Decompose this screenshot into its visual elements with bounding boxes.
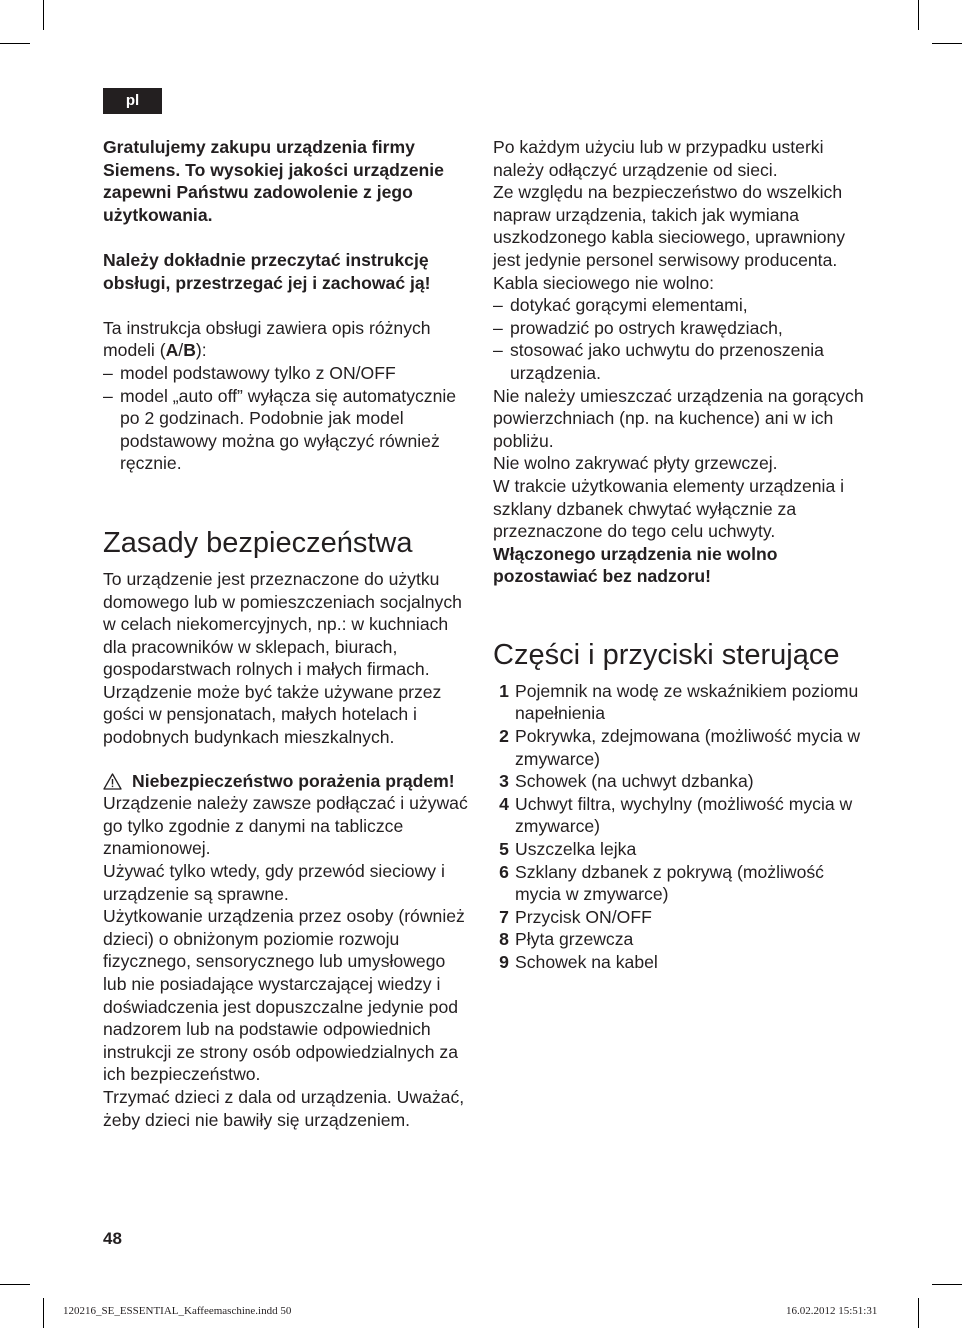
paragraph: Nie wolno zakrywać płyty grzewczej.: [493, 453, 778, 474]
parts-list-item: 2 Pokrywka, zdejmowana (możliwość mycia w zmywarce): [499, 726, 861, 769]
list-item: – stosować jako uchwytu do przenoszenia urządzenia.: [493, 340, 824, 383]
list-item: – model podstawowy tylko z ON/OFF: [103, 362, 396, 383]
warning-paragraph: Używać tylko wtedy, gdy przewód sieciowy i urządzenie są sprawne.: [103, 861, 445, 904]
parts-list-item: 6 Szklany dzbanek z pokrywą (możliwość mycia w zmywarce): [499, 861, 824, 905]
intro-text: Gratulujemy zakupu urządzenia firmy Siemens. To wysokiej jakości urządzenie zapewni Państwu zadowolenie z jego użytkowania.: [103, 137, 444, 225]
models-intro: Ta instrukcja obsługi zawiera opis różnych modeli (A/B):: [103, 317, 431, 361]
cable-intro: Kabla sieciowego nie wolno:: [493, 272, 715, 293]
list-item: – model „auto off” wyłącza się automatycznie po 2 godzinach. Podobnie jak model podstawowy można go wyłączyć również ręcznie.: [103, 385, 457, 474]
parts-list-item: 1 Pojemnik na wodę ze wskaźnikiem poziomu napełnienia: [499, 680, 859, 724]
paragraph: Po każdym użyciu lub w przypadku usterki należy odłączyć urządzenie od sieci.: [493, 137, 824, 180]
warning-paragraph: Trzymać dzieci z dala od urządzenia. Uważać, żeby dzieci nie bawiły się urządzeniem.: [103, 1086, 465, 1130]
crop-mark: [932, 1284, 962, 1285]
parts-list-item: 4 Uchwyt filtra, wychylny (możliwość mycia w zmywarce): [499, 793, 853, 837]
right-column: [493, 136, 868, 974]
crop-mark: [932, 43, 962, 44]
paragraph: Nie należy umieszczać urządzenia na gorących powierzchniach (np. na kuchence) ani w ich pobliżu.: [493, 385, 864, 451]
unattended-warning: Włączonego urządzenia nie wolno pozostawiać bez nadzoru!: [493, 543, 778, 587]
crop-mark: [0, 43, 30, 44]
crop-mark: [918, 0, 919, 30]
parts-heading: Części i przyciski sterujące: [493, 638, 840, 671]
crop-mark: [0, 1284, 30, 1285]
parts-list-item: 5 Uszczelka lejka: [499, 839, 637, 860]
footer-file-name: 120216_SE_ESSENTIAL_Kaffeemaschine.indd 50: [63, 1305, 292, 1317]
list-item: – prowadzić po ostrych krawędziach,: [493, 317, 783, 338]
warning-title: Niebezpieczeństwo porażenia prądem!: [103, 770, 473, 793]
footer-datetime: 16.02.2012 15:51:31: [786, 1305, 878, 1317]
paragraph: Ze względu na bezpieczeństwo do wszelkich napraw urządzenia, takich jak wymiana uszkodzonego kabla sieciowego, uprawniony jest jedynie personel serwisowy producenta.: [493, 182, 846, 270]
warning-paragraph: Użytkowanie urządzenia przez osoby (również dzieci) o obniżonym poziomie rozwoju fizycznego, sensorycznego lub umysłowego lub nie posiadające wystarczającej wiedzy i doświadczenia jest dopuszczalne jedynie pod nadzorem lub na podstawie odpowiednich instrukcji ze strony osób odpowiedzialnych za ich bezpieczeństwo.: [103, 906, 465, 1085]
list-item: – dotykać gorącymi elementami,: [493, 295, 748, 316]
warning-paragraph: Urządzenie należy zawsze podłączać i używać go tylko zgodnie z danymi na tabliczce znamionowej.: [103, 793, 468, 859]
language-tab: pl: [103, 88, 162, 114]
parts-list-item: 8 Płyta grzewcza: [499, 929, 634, 950]
crop-mark: [918, 1298, 919, 1328]
left-column: [103, 136, 473, 1131]
parts-list-item: 9 Schowek na kabel: [499, 952, 658, 972]
parts-list-item: 3 Schowek (na uchwyt dzbanka): [499, 771, 754, 792]
read-instructions-text: Należy dokładnie przeczytać instrukcję obsługi, przestrzegać jej i zachować ją!: [103, 249, 431, 293]
parts-list-item: 7 Przycisk ON/OFF: [499, 906, 652, 927]
page-number: 48: [103, 1229, 122, 1248]
crop-mark: [43, 1298, 44, 1328]
paragraph: W trakcie użytkowania elementy urządzenia i szklany dzbanek chwytać wyłącznie za przeznaczone do tego celu uchwyty.: [493, 475, 845, 542]
safety-intro: To urządzenie jest przeznaczone do użytku domowego lub w pomieszczeniach socjalnych w celach niekomercyjnych, np.: w kuchniach dla pracowników w sklepach, biurach, gospodarstwach rolnych i małych firmach. Urządzenie może być także używane przez gości w pensjonatach, małych hotelach i podobnych budynkach mieszkalnych.: [103, 568, 462, 748]
crop-mark: [43, 0, 44, 30]
safety-heading: Zasady bezpieczeństwa: [103, 526, 413, 559]
warning-triangle-icon: [103, 773, 122, 790]
